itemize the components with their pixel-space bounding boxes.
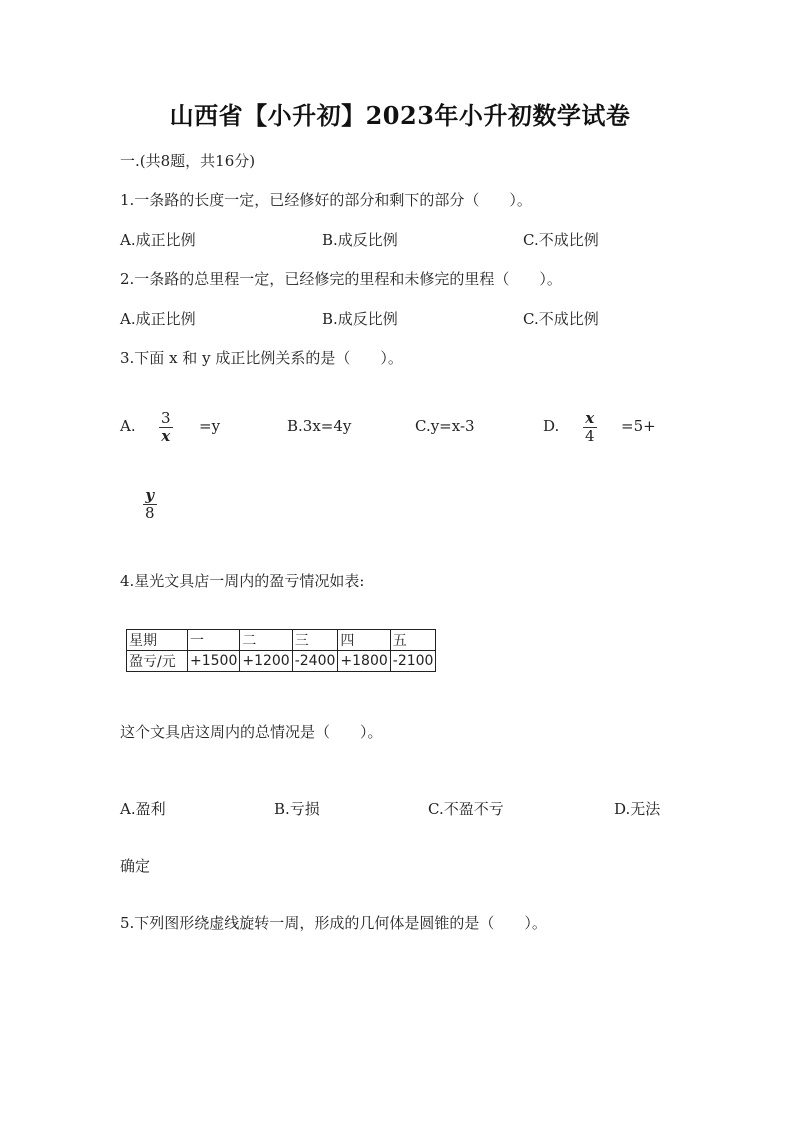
question-1: 1.一条路的长度一定，已经修好的部分和剩下的部分（ ）。 [120,191,532,209]
q3-option-d-tail: =5+ [621,417,656,435]
fraction-denominator: x [161,427,171,445]
q2-option-c: C.不成比例 [523,310,599,328]
question-4-followup: 这个文具店这周内的总情况是（ ）。 [120,723,383,741]
page-title: 山西省【小升初】2023年小升初数学试卷 [169,101,631,130]
q4-option-a: A.盈利 [120,800,166,818]
q3-option-c: C.y=x-3 [415,417,475,435]
table-row [127,651,436,672]
q3-option-a-tail: =y [199,417,221,435]
q1-option-a: A.成正比例 [120,231,196,249]
q3-option-a-fraction [159,410,173,445]
q3-option-b: B.3x=4y [287,417,352,435]
table-cell: -2100 [390,651,436,672]
fraction-numerator: y [143,487,157,505]
q1-option-c: C.不成比例 [523,231,599,249]
q3-option-d-fraction [583,410,597,445]
q1-option-b: B.成反比例 [322,231,398,249]
table-cell: 二 [240,630,292,651]
table-cell: 盈亏/元 [127,651,188,672]
fraction-denominator: 4 [585,427,595,445]
q4-option-c: C.不盈不亏 [428,800,504,818]
fraction-numerator: 3 [161,409,171,427]
question-3: 3.下面 x 和 y 成正比例关系的是（ ）。 [120,349,403,367]
q3-option-a-label: A. [120,417,136,435]
fraction-numerator: x [583,410,597,428]
table-cell: +1200 [240,651,292,672]
q4-option-d: D.无法 [614,800,661,818]
question-4: 4.星光文具店一周内的盈亏情况如表: [120,572,365,590]
fraction-denominator: 8 [145,504,155,522]
table-cell: 五 [390,630,436,651]
question-2: 2.一条路的总里程一定，已经修完的里程和未修完的里程（ ）。 [120,270,562,288]
table-cell: 一 [188,630,240,651]
table-cell: 星期 [127,630,188,651]
q3-option-d-label: D. [543,417,560,435]
profit-loss-table [126,629,436,672]
table-cell: +1500 [188,651,240,672]
q2-option-a: A.成正比例 [120,310,196,328]
q3-option-d-fraction-2 [143,487,157,522]
table-header-row [127,630,436,651]
q4-option-d-continued: 确定 [120,857,151,875]
table-cell: 三 [292,630,338,651]
question-5: 5.下列图形绕虚线旋转一周，形成的几何体是圆锥的是（ ）。 [120,914,547,932]
section-heading: 一.(共8题，共16分) [120,152,256,170]
q2-option-b: B.成反比例 [322,310,398,328]
table-cell: +1800 [338,651,390,672]
q4-option-b: B.亏损 [274,800,320,818]
table-cell: -2400 [292,651,338,672]
table-cell: 四 [338,630,390,651]
